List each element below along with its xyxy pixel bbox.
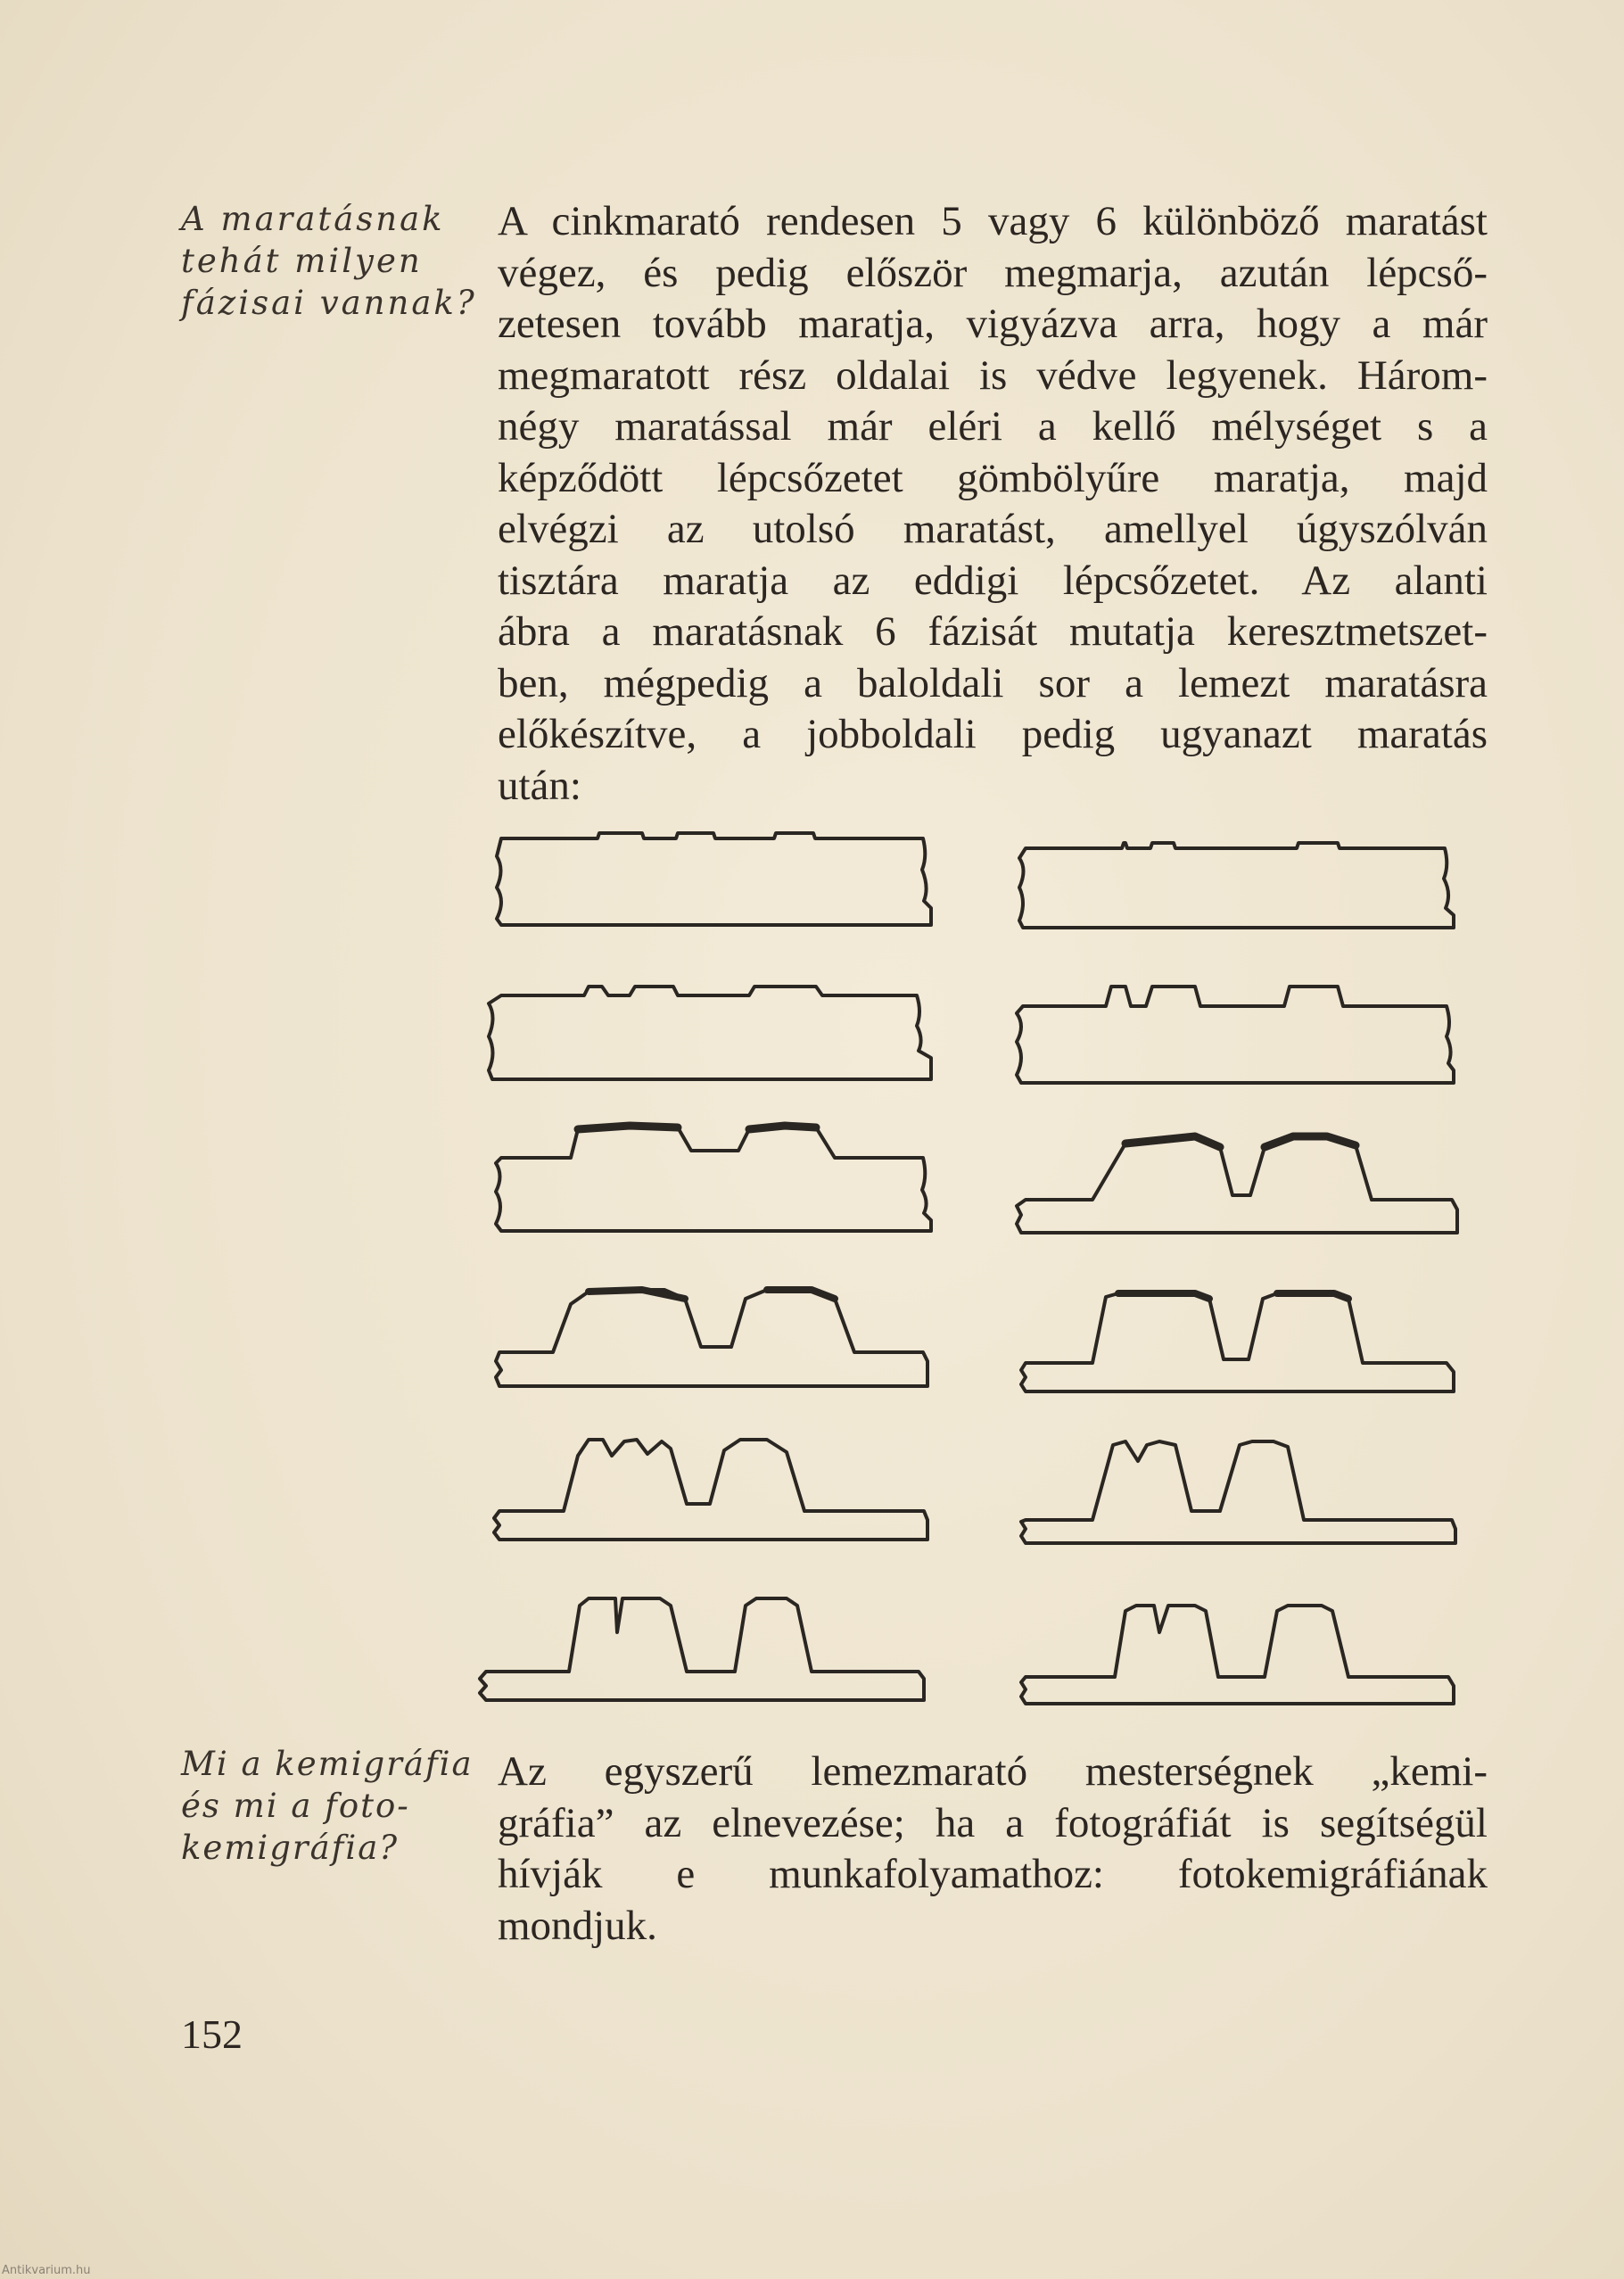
cross-section-left-2 (489, 987, 931, 1079)
margin-note-line: A maratásnak (181, 200, 445, 238)
page-number: 152 (181, 2011, 243, 2057)
text-line: elvégzi az utolsó maratást, amellyel úgyszólván (498, 506, 1488, 552)
cross-section-left-4 (496, 1290, 927, 1386)
margin-note-kemigrafia (181, 1743, 475, 1869)
cross-section-left-3 (496, 1126, 931, 1231)
cross-section-right-3-resist (1125, 1136, 1356, 1147)
text-line: hívják e munkafolyamathoz: fotokemigráfiának (498, 1851, 1488, 1897)
text-line: Az egyszerű lemezmarató mesterségnek „kemi- (498, 1748, 1488, 1795)
margin-note-line: tehát milyen (181, 242, 423, 280)
text-line: mondjuk. (498, 1902, 657, 1949)
text-line: megmaratott rész oldalai is védve legyenek. Három- (498, 351, 1488, 399)
text-line: négy maratással már eléri a kellő mélységet s a (498, 403, 1488, 450)
watermark: Antikvarium.hu (2, 2264, 91, 2277)
margin-note-line: és mi a foto- (181, 1787, 410, 1825)
text-line: A cinkmarató rendesen 5 vagy 6 különböző maratást (498, 198, 1488, 244)
cross-section-right-6 (1021, 1606, 1454, 1704)
text-line: zetesen tovább maratja, vigyázva arra, hogy a már (498, 301, 1488, 347)
cross-section-right-1 (1019, 843, 1454, 928)
text-line: tisztára maratja az eddigi lépcsőzetet. Az alanti (498, 557, 1488, 604)
text-line: gráfia” az elnevezése; ha a fotográfiát is segítségül (498, 1799, 1488, 1846)
cross-section-right-4-resist (1118, 1293, 1348, 1299)
text-line: végez, és pedig először megmarja, azután lépcső- (498, 249, 1488, 296)
text-line: ben, mégpedig a baloldali sor a lemezt maratásra (498, 659, 1488, 706)
paragraph-kemigrafia (498, 1746, 1488, 1952)
cross-section-left-1 (497, 833, 931, 925)
cross-section-right-4 (1021, 1293, 1454, 1391)
cross-section-left-6 (480, 1598, 924, 1700)
text-line: képződött lépcsőzetet gömbölyűre maratja, majd (498, 454, 1488, 501)
cross-section-left-4-resist (589, 1290, 835, 1299)
margin-note-line: fázisai vannak? (181, 284, 477, 322)
text-line: után: (498, 762, 581, 809)
cross-section-left-3-resist (578, 1126, 816, 1129)
text-line: előkészítve, a jobboldali pedig ugyanazt maratás (498, 711, 1488, 757)
cross-section-left-5 (494, 1440, 927, 1540)
margin-note-line: Mi a kemigráfia (181, 1745, 474, 1783)
cross-section-right-2 (1017, 987, 1454, 1083)
text-line: ábra a maratásnak 6 fázisát mutatja keresztmetszet- (498, 608, 1488, 655)
cross-section-right-5 (1021, 1441, 1455, 1543)
cross-section-right-3 (1017, 1136, 1457, 1233)
margin-note-line: kemigráfia? (181, 1829, 400, 1867)
